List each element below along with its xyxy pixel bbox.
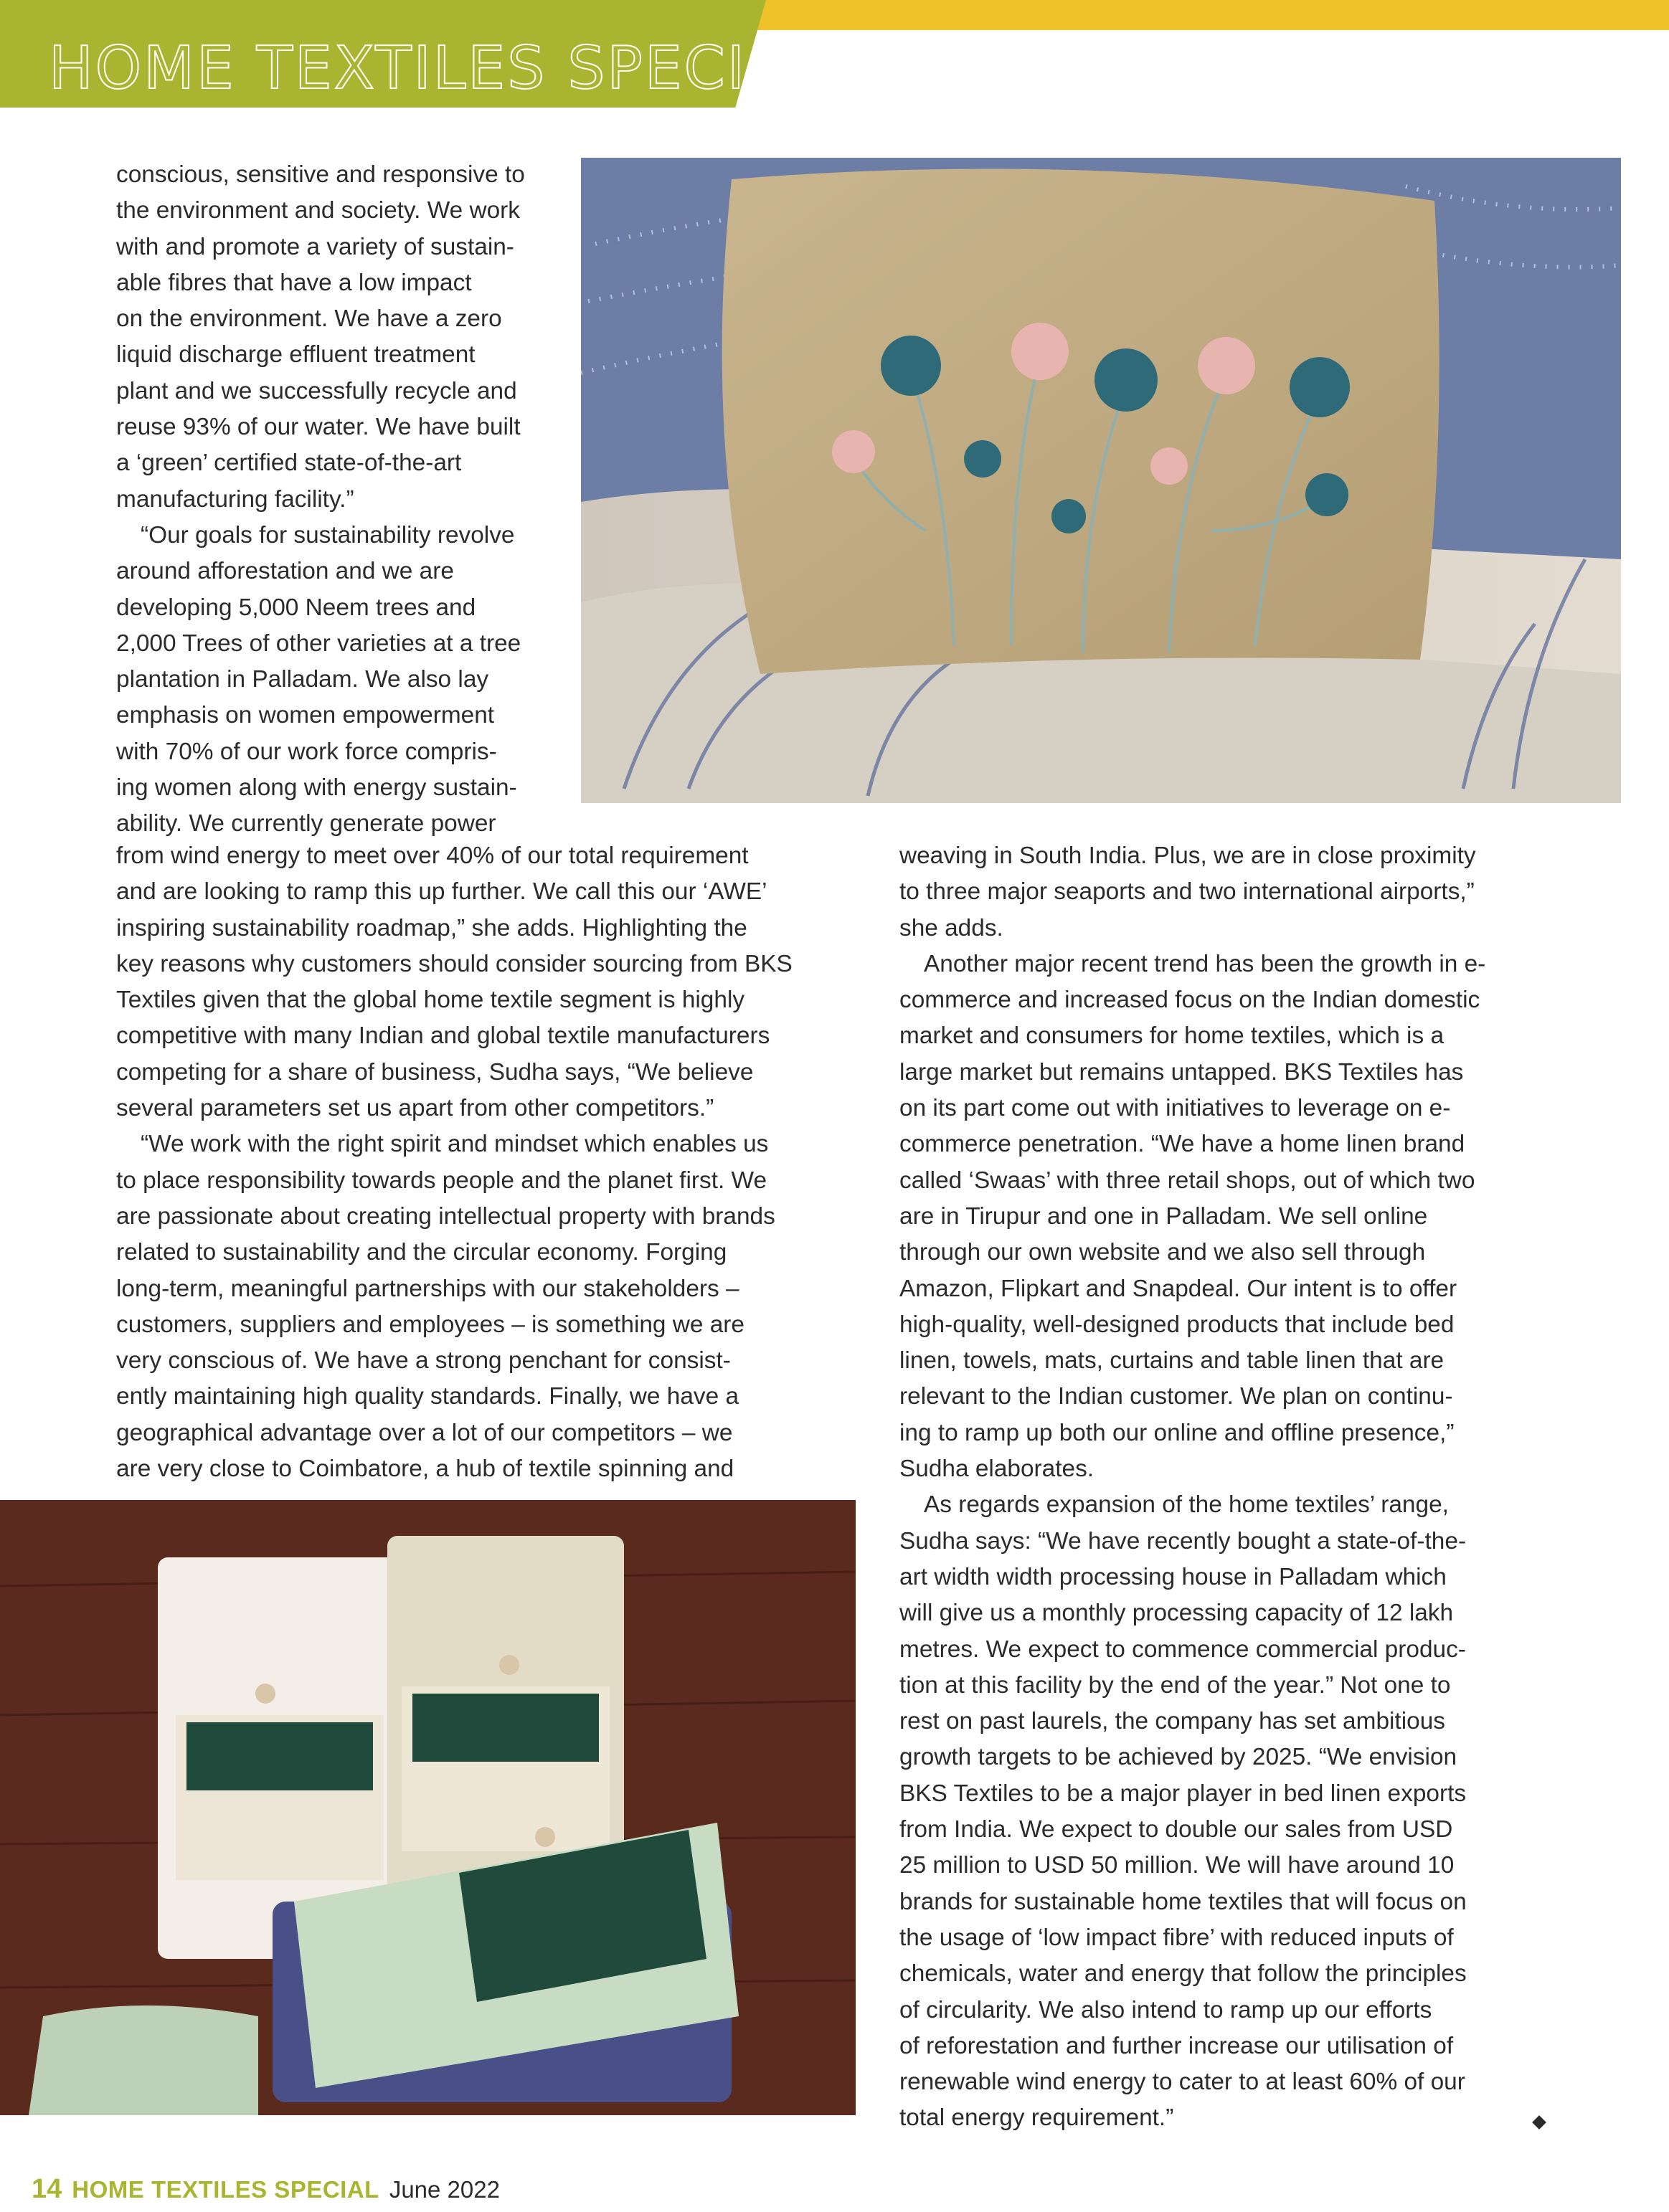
text-line: metres. We expect to commence commercial produc- (899, 1636, 1466, 1663)
text-line: growth targets to be achieved by 2025. “We envision (899, 1744, 1457, 1771)
text-line: ability. We currently generate power (116, 810, 496, 837)
section-title: HOME TEXTILES SPECIAL (49, 34, 824, 103)
text-line: with 70% of our work force compris- (116, 738, 497, 765)
text-line: brands for sustainable home textiles that will focus on (899, 1888, 1467, 1915)
text-line: tion at this facility by the end of the year.” Not one to (899, 1671, 1451, 1699)
text-line: from wind energy to meet over 40% of our total requirement (116, 842, 749, 869)
text-line: through our own website and we also sell through (899, 1239, 1426, 1266)
text-line: “We work with the right spirit and mindset which enables us (141, 1131, 769, 1158)
text-line: Amazon, Flipkart and Snapdeal. Our intent is to offer (899, 1275, 1457, 1302)
text-line: ently maintaining high quality standards. Finally, we have a (116, 1383, 739, 1410)
text-line: are passionate about creating intellectual property with brands (116, 1202, 775, 1230)
text-line: very conscious of. We have a strong penchant for consist- (116, 1347, 731, 1375)
page-number: 14 (32, 2174, 62, 2204)
text-line: able fibres that have a low impact (116, 269, 472, 296)
text-line: Sudha says: “We have recently bought a state-of-the- (899, 1527, 1467, 1554)
text-line: plantation in Palladam. We also lay (116, 666, 489, 693)
text-line: Another major recent trend has been the growth in e- (924, 950, 1486, 977)
text-line: manufacturing facility.” (116, 485, 354, 513)
text-line: key reasons why customers should consider sourcing from BKS (116, 950, 793, 977)
text-line: long-term, meaningful partnerships with our stakeholders – (116, 1275, 739, 1302)
embroidered-pillow-photo (581, 158, 1621, 803)
text-line: As regards expansion of the home textiles’ range, (924, 1491, 1449, 1519)
text-line: market and consumers for home textiles, which is a (899, 1022, 1445, 1050)
text-line: called ‘Swaas’ with three retail shops, out of which two (899, 1167, 1475, 1194)
publication-name: HOME TEXTILES SPECIAL (72, 2176, 379, 2203)
text-line: she adds. (899, 914, 1003, 941)
text-line: chemicals, water and energy that follow the principles (899, 1960, 1467, 1988)
text-line: BKS Textiles to be a major player in bed linen exports (899, 1780, 1467, 1807)
text-line: to three major seaports and two international airports,” (899, 878, 1475, 906)
text-line: on the environment. We have a zero (116, 305, 502, 333)
text-line: weaving in South India. Plus, we are in close proximity (899, 842, 1476, 869)
text-line: several parameters set us apart from other competitors.” (116, 1095, 714, 1122)
text-line: Sudha elaborates. (899, 1456, 1094, 1483)
text-line: art width width processing house in Palladam which (899, 1563, 1447, 1590)
text-line: customers, suppliers and employees – is something we are (116, 1311, 744, 1338)
text-line: of circularity. We also intend to ramp up our efforts (899, 1996, 1432, 2023)
text-line: a ‘green’ certified state-of-the-art (116, 450, 462, 477)
text-line: 2,000 Trees of other varieties at a tree (116, 630, 521, 657)
text-line: “Our goals for sustainability revolve (141, 521, 515, 549)
text-line: with and promote a variety of sustain- (116, 233, 514, 260)
text-line: are very close to Coimbatore, a hub of textile spinning and (116, 1456, 734, 1483)
column2-text (899, 838, 1617, 2137)
text-line: the environment and society. We work (116, 197, 520, 224)
text-line: inspiring sustainability roadmap,” she adds. Highlighting the (116, 914, 747, 941)
issue-date: June 2022 (389, 2176, 500, 2203)
text-line: relevant to the Indian customer. We plan on continu- (899, 1383, 1453, 1410)
text-line: conscious, sensitive and responsive to (116, 161, 525, 188)
text-line: on its part come out with initiatives to leverage on e- (899, 1095, 1451, 1122)
text-line: 25 million to USD 50 million. We will have around 10 (899, 1852, 1455, 1879)
page-footer (32, 2174, 500, 2208)
text-line: the usage of ‘low impact fibre’ with reduced inputs of (899, 1924, 1454, 1951)
text-line: high-quality, well-designed products that include bed (899, 1311, 1455, 1338)
text-line: related to sustainability and the circular economy. Forging (116, 1239, 727, 1266)
text-line: commerce and increased focus on the Indian domestic (899, 987, 1480, 1014)
text-line: Textiles given that the global home textile segment is highly (116, 987, 745, 1014)
text-line: developing 5,000 Neem trees and (116, 594, 476, 621)
text-line: geographical advantage over a lot of our competitors – we (116, 1419, 733, 1446)
text-line: emphasis on women empowerment (116, 702, 495, 729)
text-line: are in Tirupur and one in Palladam. We sell online (899, 1202, 1428, 1230)
text-line: liquid discharge effluent treatment (116, 341, 476, 369)
text-line: from India. We expect to double our sales from USD (899, 1816, 1453, 1843)
text-line: of reforestation and further increase our utilisation of (899, 2032, 1454, 2059)
text-line: linen, towels, mats, curtains and table linen that are (899, 1347, 1445, 1375)
text-line: competitive with many Indian and global textile manufacturers (116, 1022, 770, 1050)
organic-bedding-packages-photo (0, 1500, 856, 2115)
text-line: ing women along with energy sustain- (116, 774, 517, 802)
column1-top-text (116, 157, 575, 842)
text-line: ing to ramp up both our online and offline presence,” (899, 1419, 1455, 1446)
text-line: will give us a monthly processing capacity of 12 lakh (899, 1600, 1454, 1627)
text-line: and are looking to ramp this up further. We call this our ‘AWE’ (116, 878, 767, 906)
text-line: rest on past laurels, the company has set ambitious (899, 1708, 1445, 1735)
text-line: renewable wind energy to cater to at least 60% of our (899, 2069, 1465, 2096)
text-line: reuse 93% of our water. We have built (116, 414, 521, 441)
column1-text (116, 838, 862, 1487)
text-line: total energy requirement.” (899, 2104, 1174, 2132)
text-line: commerce penetration. “We have a home linen brand (899, 1131, 1465, 1158)
text-line: around afforestation and we are (116, 558, 454, 585)
text-line: competing for a share of business, Sudha says, “We believe (116, 1058, 754, 1086)
text-line: to place responsibility towards people and the planet first. We (116, 1167, 767, 1194)
text-line: plant and we successfully recycle and (116, 377, 517, 404)
text-line: large market but remains untapped. BKS Textiles has (899, 1058, 1464, 1086)
